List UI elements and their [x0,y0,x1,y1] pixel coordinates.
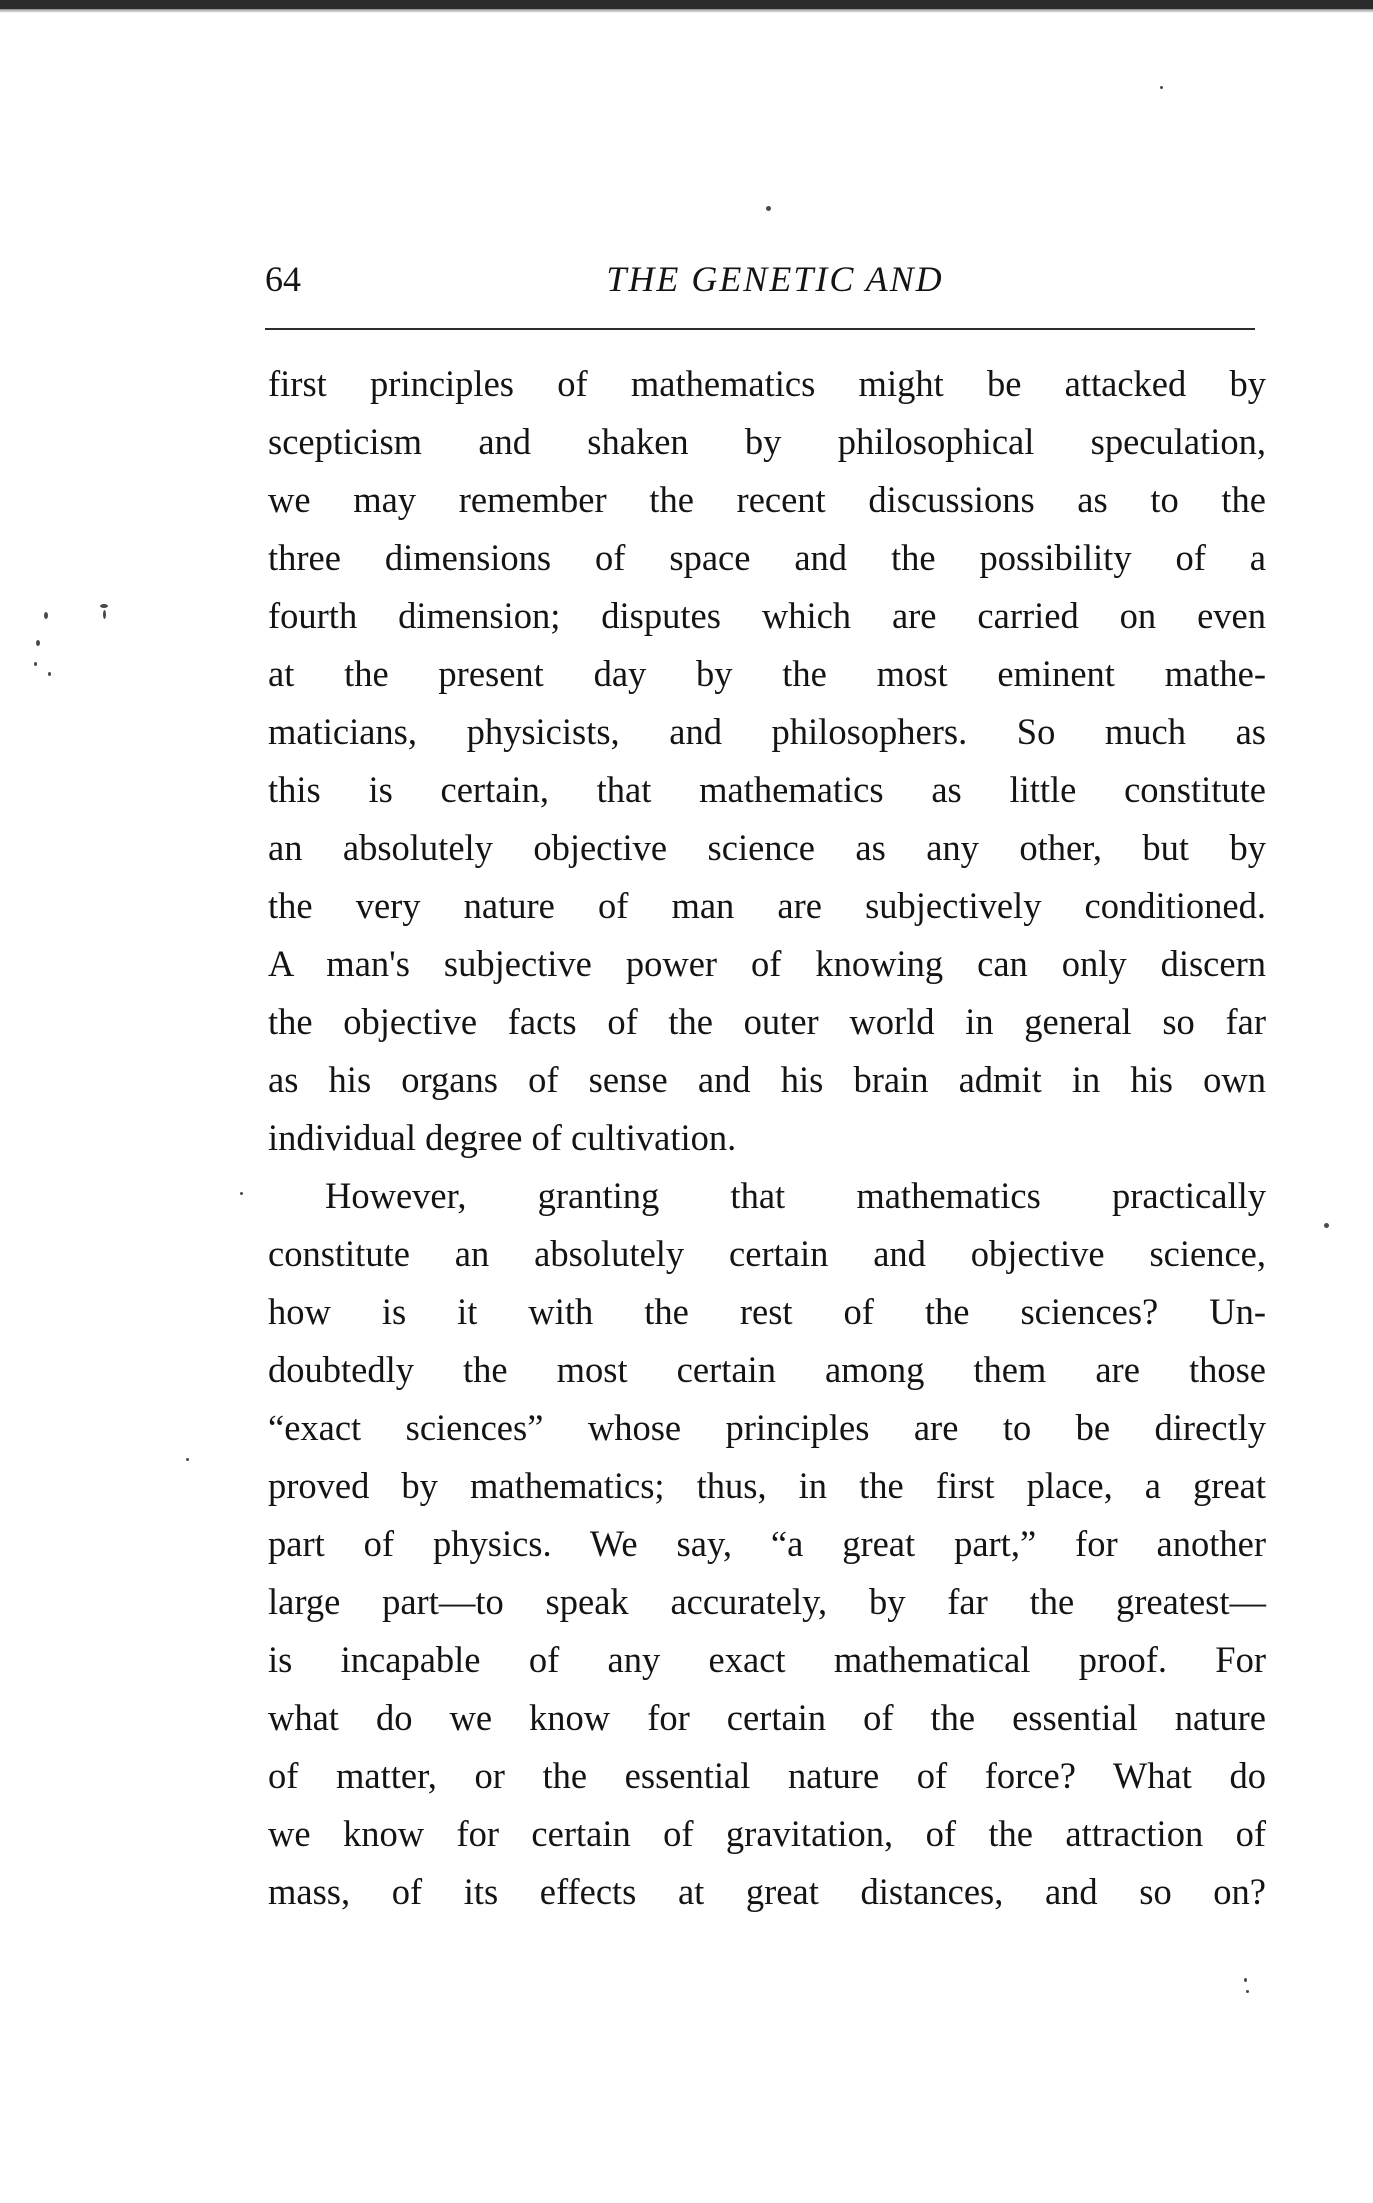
scan-speck [103,610,106,619]
text-line: as his organs of sense and his brain admit in his own [268,1059,1266,1100]
text-line: part of physics. We say, “a great part,” for another [268,1523,1266,1564]
text-line: the very nature of man are subjectively conditioned. [268,885,1266,926]
text-line: fourth dimension; disputes which are carried on even [268,595,1266,636]
running-title: THE GENETIC AND [606,259,944,299]
header-rule [265,328,1255,330]
page-header [265,252,1255,308]
scan-speck [100,604,108,608]
scan-speck [48,672,51,676]
scan-speck [34,662,37,666]
text-line: of matter, or the essential nature of force? What do [268,1755,1266,1796]
scan-speck [1160,86,1163,89]
text-line: the objective facts of the outer world in general so far [268,1001,1266,1042]
body-text [268,355,1266,1921]
scan-speck [1324,1223,1329,1228]
text-line: large part—to speak accurately, by far the greatest— [268,1581,1266,1622]
text-line: an absolutely objective science as any other, but by [268,827,1266,868]
text-line: this is certain, that mathematics as little constitute [268,769,1266,810]
text-line: we know for certain of gravitation, of the attraction of [268,1813,1266,1854]
text-line: mass, of its effects at great distances, and so on? [268,1871,1266,1912]
text-line: three dimensions of space and the possibility of a [268,537,1266,578]
text-line: at the present day by the most eminent mathe- [268,653,1266,694]
scan-speck [1246,1990,1249,1993]
text-line: proved by mathematics; thus, in the first place, a great [268,1465,1266,1506]
scan-speck [44,612,48,619]
text-line: A man's subjective power of knowing can only discern [268,943,1266,984]
scan-speck [1244,1978,1247,1982]
text-line: first principles of mathematics might be attacked by [268,363,1266,404]
paragraph-1 [268,355,1266,1167]
text-line: However, granting that mathematics practically [325,1175,1266,1216]
text-line: doubtedly the most certain among them are those [268,1349,1266,1390]
text-line: individual degree of cultivation. [268,1117,737,1158]
text-line: is incapable of any exact mathematical proof. For [268,1639,1266,1680]
scan-speck [186,1458,189,1461]
page-top-border-shadow [0,9,1373,13]
paragraph-2 [268,1167,1266,1921]
text-line: “exact sciences” whose principles are to be directly [268,1407,1266,1448]
text-line: we may remember the recent discussions as to the [268,479,1266,520]
text-line: scepticism and shaken by philosophical speculation, [268,421,1266,462]
scan-speck [240,1192,243,1195]
text-line: constitute an absolutely certain and objective science, [268,1233,1266,1274]
page-top-border [0,0,1373,9]
text-line: what do we know for certain of the essential nature [268,1697,1266,1738]
scan-speck [766,206,771,211]
scan-speck [36,640,40,646]
text-line: maticians, physicists, and philosophers. So much as [268,711,1266,752]
page-number: 64 [265,259,301,299]
text-line: how is it with the rest of the sciences? Un- [268,1291,1266,1332]
